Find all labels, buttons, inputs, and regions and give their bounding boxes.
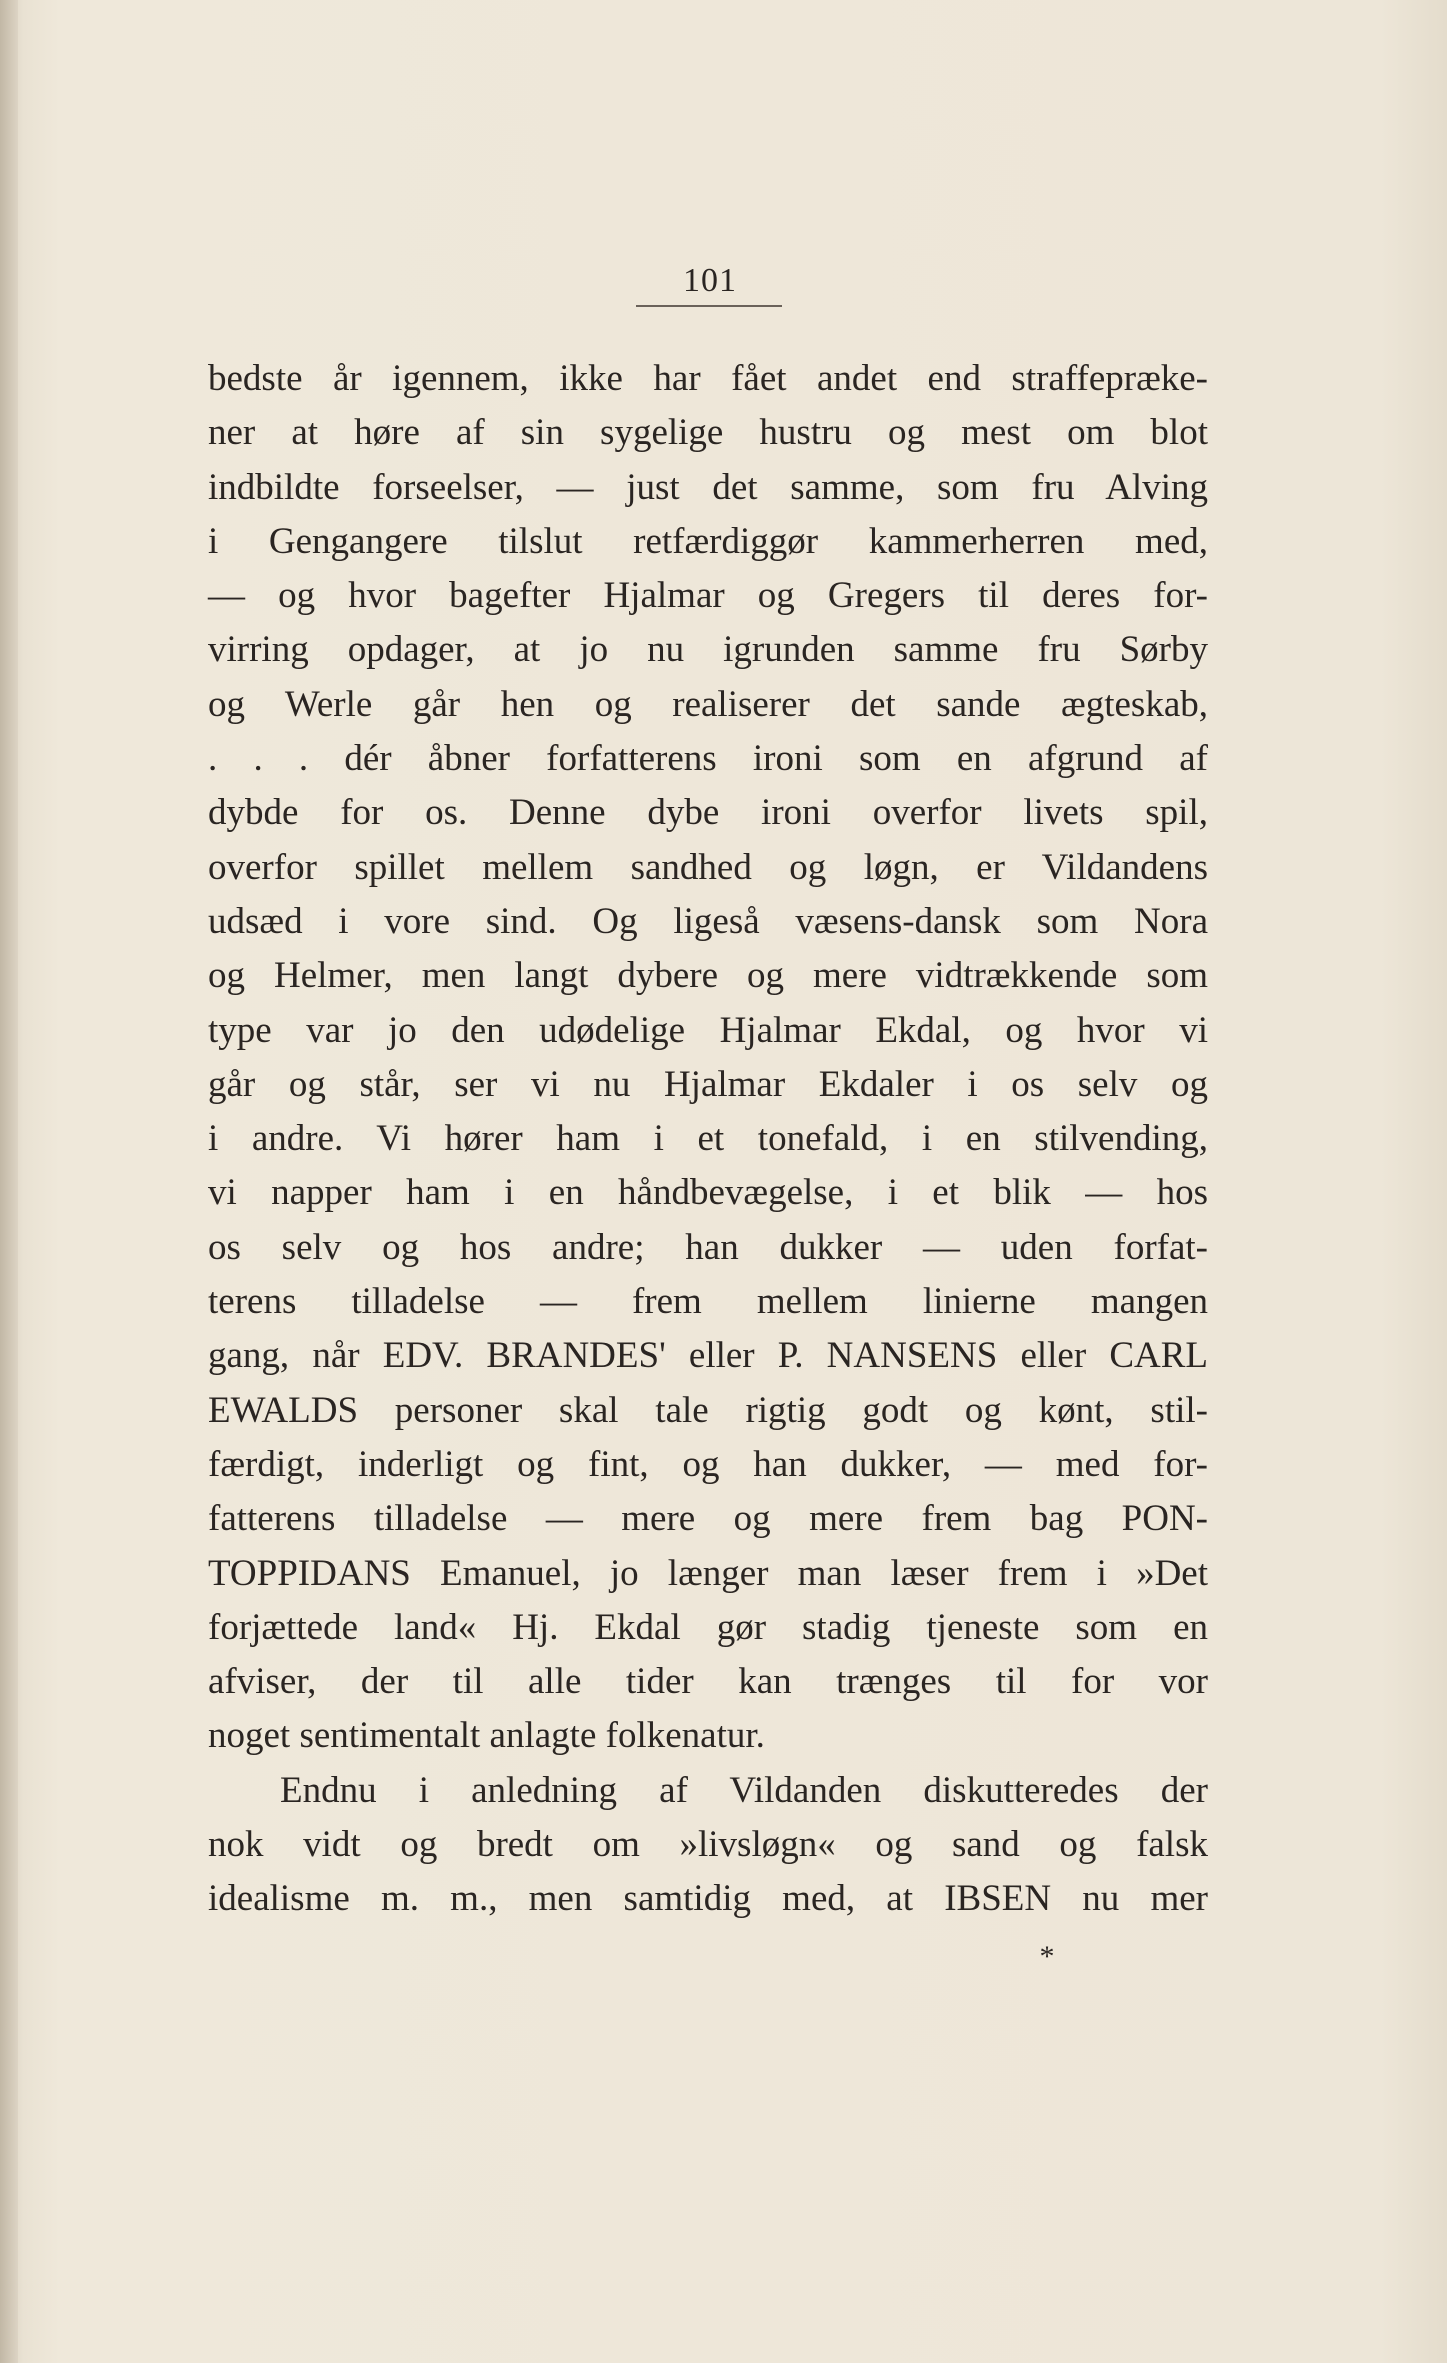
text-line: idealisme m. m., men samtidig med, at IBSEN nu mer bbox=[208, 1878, 1208, 1920]
text-line: ner at høre af sin sygelige hustru og mest om blot bbox=[208, 412, 1208, 454]
text-line: noget sentimentalt anlagte folkenatur. bbox=[208, 1715, 765, 1757]
text-line: terens tilladelse — frem mellem linierne mangen bbox=[208, 1281, 1208, 1323]
text-line: TOPPIDANS Emanuel, jo længer man læser frem i »Det bbox=[208, 1552, 1208, 1594]
text-line: går og står, ser vi nu Hjalmar Ekdaler i os selv og bbox=[208, 1063, 1208, 1105]
text-line: afviser, der til alle tider kan trænges til for vor bbox=[208, 1661, 1208, 1703]
text-line: EWALDS personer skal tale rigtig godt og kønt, stil- bbox=[208, 1389, 1208, 1431]
text-line: os selv og hos andre; han dukker — uden forfat- bbox=[208, 1226, 1208, 1268]
text-line: og Werle går hen og realiserer det sande ægteskab, bbox=[208, 683, 1208, 725]
text-line: færdigt, inderligt og fint, og han dukker, — med for- bbox=[208, 1443, 1208, 1485]
text-line: . . . dér åbner forfatterens ironi som en afgrund af bbox=[208, 738, 1208, 780]
spine-shadow bbox=[0, 0, 18, 2363]
page-number: 101 bbox=[683, 262, 737, 299]
signature-mark: * bbox=[1039, 1940, 1055, 1973]
text-line: dybde for os. Denne dybe ironi overfor livets spil, bbox=[208, 792, 1208, 834]
text-line: virring opdager, at jo nu igrunden samme fru Sørby bbox=[208, 629, 1208, 671]
text-line: gang, når EDV. BRANDES' eller P. NANSENS eller CARL bbox=[208, 1335, 1208, 1377]
text-line: og Helmer, men langt dybere og mere vidtrækkende som bbox=[208, 955, 1208, 997]
text-line: type var jo den udødelige Hjalmar Ekdal, og hvor vi bbox=[208, 1009, 1208, 1051]
text-line: fatterens tilladelse — mere og mere frem bag PON- bbox=[208, 1498, 1208, 1540]
text-line: overfor spillet mellem sandhed og løgn, er Vildandens bbox=[208, 846, 1208, 888]
text-line: nok vidt og bredt om »livsløgn« og sand og falsk bbox=[208, 1824, 1208, 1866]
body-text bbox=[208, 352, 1208, 1927]
text-line: udsæd i vore sind. Og ligeså væsens-dansk som Nora bbox=[208, 900, 1208, 942]
text-line: forjættede land« Hj. Ekdal gør stadig tjeneste som en bbox=[208, 1606, 1208, 1648]
text-line: vi napper ham i en håndbevægelse, i et blik — hos bbox=[208, 1172, 1208, 1214]
text-line: i andre. Vi hører ham i et tonefald, i en stilvending, bbox=[208, 1118, 1208, 1160]
text-line: bedste år igennem, ikke har fået andet end straffepræke- bbox=[208, 358, 1208, 399]
text-line: Endnu i anledning af Vildanden diskutteredes der bbox=[280, 1769, 1208, 1811]
page-number-rule bbox=[636, 305, 782, 307]
text-line: indbildte forseelser, — just det samme, som fru Alving bbox=[208, 466, 1208, 508]
text-line: — og hvor bagefter Hjalmar og Gregers til deres for- bbox=[208, 575, 1208, 617]
text-line: i Gengangere tilslut retfærdiggør kammerherren med, bbox=[208, 520, 1208, 562]
